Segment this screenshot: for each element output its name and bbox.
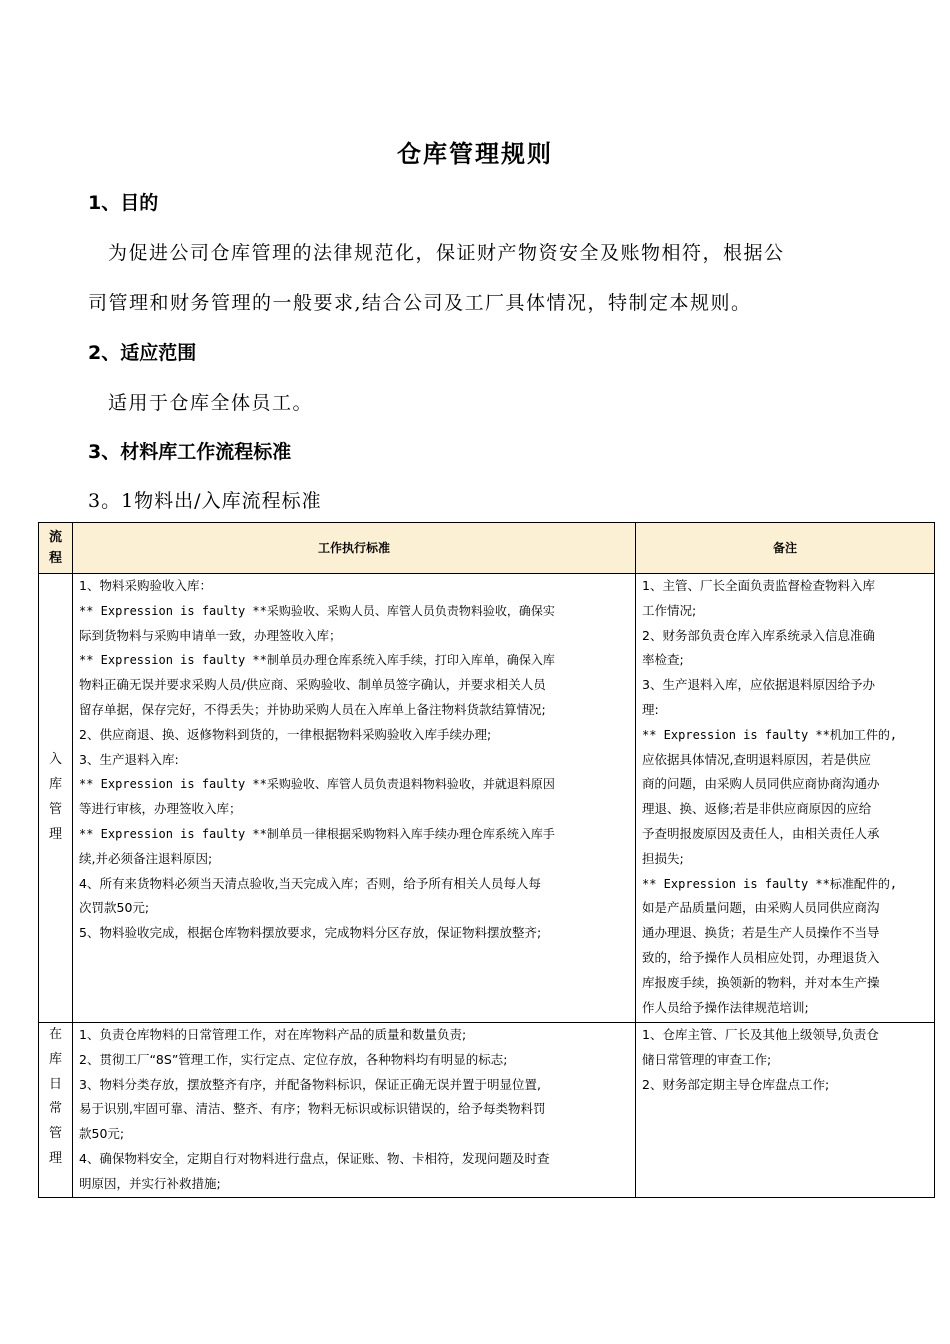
subsection-heading: 3。1物料出/入库流程标准 [88, 490, 322, 512]
flow-char: 入 [48, 752, 62, 768]
standard-line: ** Expression is faulty **采购验收、库管人员负责退料物料验收，并就退料原因 [79, 777, 555, 792]
flow-char: 库 [48, 777, 62, 793]
remark-line: 致的，给予操作人员相应处罚，办理退货入 [642, 949, 880, 965]
standard-line: 留存单据，保存完好，不得丢失；并协助采购人员在入库单上备注物料货款结算情况; [79, 701, 546, 717]
flow-char: 日 [48, 1076, 62, 1092]
flow-cell-inbound [39, 574, 73, 1023]
flow-char: 在 [48, 1027, 62, 1042]
standard-line: 明原因，并实行补救措施; [79, 1175, 221, 1191]
standard-line: 1、物料采购验收入库： [79, 578, 212, 593]
standard-line: 2、供应商退、换、返修物料到货的，一律根据物料采购验收入库手续办理; [79, 726, 492, 742]
standard-line: 易于识别,牢固可靠、清洁、整齐、有序；物料无标识或标识错误的，给予每类物料罚 [79, 1101, 546, 1117]
remark-line: 储日常管理的审查工作; [642, 1051, 772, 1067]
remark-line: ** Expression is faulty **机加工件的, [642, 727, 898, 742]
flow-char: 库 [48, 1051, 62, 1067]
remark-line: 如是产品质量问题，由采购人员同供应商沟 [642, 900, 880, 916]
header-flow [39, 523, 73, 574]
standard-line: 1、负责仓库物料的日常管理工作，对在库物料产品的质量和数量负责; [79, 1027, 467, 1042]
remark-line: 担损失; [642, 850, 684, 866]
remark-line: 率检查; [642, 652, 684, 668]
standard-line: 款50元; [79, 1126, 125, 1142]
standard-line: 5、物料验收完成，根据仓库物料摆放要求，完成物料分区存放，保证物料摆放整齐; [79, 925, 542, 941]
section-heading-purpose: 1、目的 [88, 192, 159, 214]
remark-line: 1、仓库主管、厂长及其他上级领导,负责仓 [642, 1027, 879, 1042]
remark-line: 1、主管、厂长全面负责监督检查物料入库 [642, 578, 875, 593]
flow-char: 理 [48, 826, 62, 842]
remark-line: 2、财务部定期主导仓库盘点工作; [642, 1076, 830, 1092]
section-heading-workflow: 3、材料库工作流程标准 [88, 441, 292, 463]
standard-line: 物料正确无误并要求采购人员/供应商、采购验收、制单员签字确认，并要求相关人员 [79, 677, 546, 693]
purpose-line-2: 司管理和财务管理的一般要求,结合公司及工厂具体情况，特制定本规则。 [88, 292, 752, 314]
flow-cell-daily [39, 1023, 73, 1198]
scope-text: 适用于仓库全体员工。 [108, 392, 314, 414]
table-header-row [39, 523, 935, 574]
remark-line: 理: [642, 701, 659, 717]
remark-cell-inbound [636, 574, 935, 1023]
header-remark: 备注 [636, 523, 935, 574]
standard-cell-daily [73, 1023, 636, 1198]
remark-line: 2、财务部负责仓库入库系统录入信息准确 [642, 627, 875, 643]
table-row-inbound [39, 574, 935, 1023]
standard-line: ** Expression is faulty **制单员办理仓库系统入库手续，打印入库单，确保入库 [79, 653, 555, 668]
workflow-table [38, 522, 935, 1198]
standard-line: 4、所有来货物料必须当天清点验收,当天完成入库；否则，给予所有相关人员每人每 [79, 875, 541, 891]
remark-line: 通办理退、换货；若是生产人员操作不当导 [642, 925, 880, 941]
remark-line: 3、生产退料入库，应依据退料原因给予办 [642, 677, 875, 693]
standard-line: 际到货物料与采购申请单一致，办理签收入库； [79, 627, 342, 643]
standard-line: 2、贯彻工厂“8S”管理工作，实行定点、定位存放，各种物料均有明显的标志; [79, 1051, 508, 1067]
standard-line: 3、物料分类存放，摆放整齐有序，并配备物料标识，保证正确无误并置于明显位置, [79, 1076, 541, 1092]
remark-line: ** Expression is faulty **标准配件的, [642, 876, 898, 891]
standard-line: ** Expression is faulty **制单员一律根据采购物料入库手续办理仓库系统入库手 [79, 826, 555, 841]
flow-char: 常 [48, 1101, 62, 1117]
remark-line: 作人员给予操作法律规范培训; [642, 999, 809, 1015]
remark-cell-daily [636, 1023, 935, 1198]
standard-line: 4、确保物料安全，定期自行对物料进行盘点，保证账、物、卡相符，发现问题及时查 [79, 1150, 550, 1166]
purpose-line-1: 为促进公司仓库管理的法律规范化，保证财产物资安全及账物相符，根据公 [108, 242, 785, 264]
header-flow-char: 流 [48, 530, 62, 545]
standard-line: 次罚款50元; [79, 900, 150, 916]
standard-cell-inbound [73, 574, 636, 1023]
document-title: 仓库管理规则 [397, 140, 553, 168]
flow-char: 管 [48, 802, 62, 817]
remark-line: 工作情况; [642, 602, 697, 618]
section-heading-scope: 2、适应范围 [88, 342, 197, 364]
standard-line: ** Expression is faulty **采购验收、采购人员、库管人员负责物料验收，确保实 [79, 603, 555, 618]
remark-line: 理退、换、返修;若是非供应商原因的应给 [642, 801, 872, 817]
standard-line: 3、生产退料入库: [79, 751, 179, 767]
table-row-daily [39, 1023, 935, 1198]
header-flow-char: 程 [48, 551, 62, 566]
remark-line: 予查明报废原因及责任人，由相关责任人承 [642, 825, 880, 841]
remark-line: 应依据具体情况,查明退料原因，若是供应 [642, 751, 871, 767]
standard-line: 续,并必须备注退料原因; [79, 850, 213, 866]
flow-char: 理 [48, 1150, 62, 1166]
header-standard: 工作执行标准 [73, 523, 636, 574]
flow-char: 管 [48, 1126, 62, 1142]
remark-line: 库报废手续，换领新的物料，并对本生产操 [642, 974, 880, 990]
remark-line: 商的问题，由采购人员同供应商协商沟通办 [642, 776, 880, 792]
standard-line: 等进行审核，办理签收入库； [79, 801, 242, 817]
